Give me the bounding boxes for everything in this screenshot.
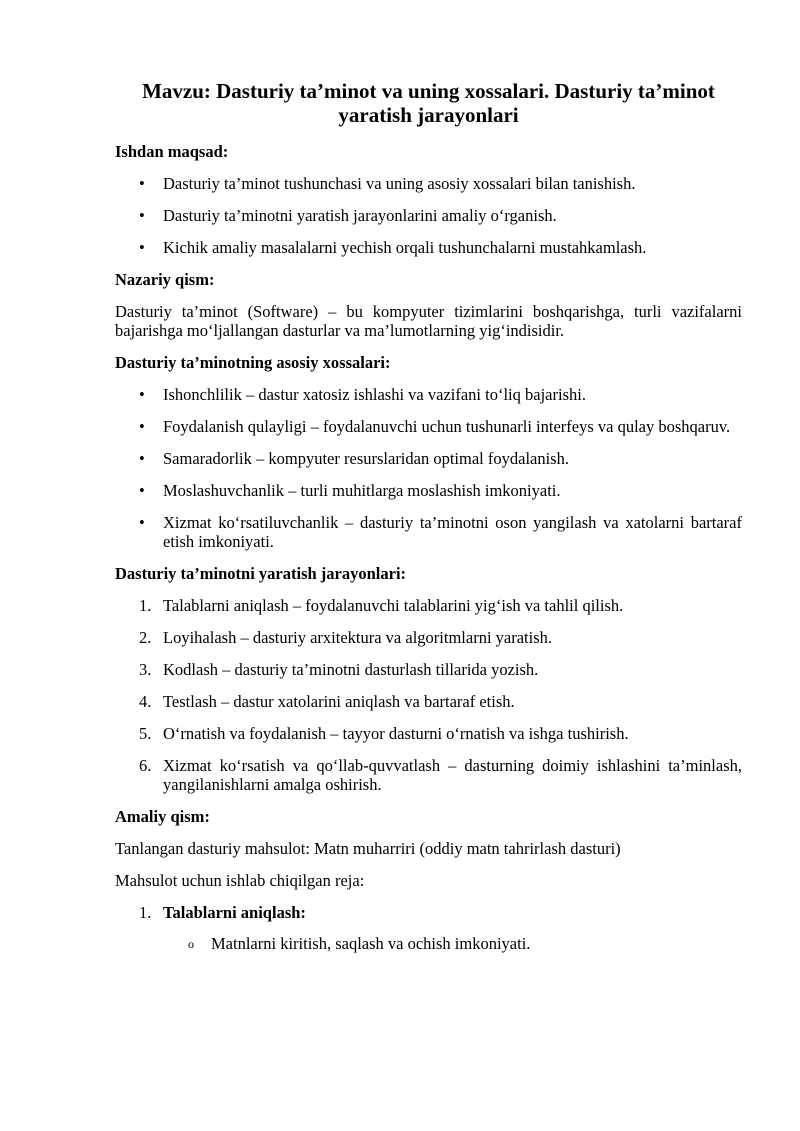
page-title: Mavzu: Dasturiy ta’minot va uning xossalari. Dasturiy ta’minot yaratish jarayonlari — [142, 79, 715, 127]
theory-heading: Nazariy qism: — [115, 270, 215, 289]
properties-heading: Dasturiy ta’minotning asosiy xossalari: — [115, 353, 391, 372]
product-line: Tanlangan dasturiy mahsulot: Matn muharriri (oddiy matn tahrirlash dasturi) — [115, 839, 621, 858]
processes-heading: Dasturiy ta’minotni yaratish jarayonlari: — [115, 564, 407, 583]
list-item: • Kichik amaliy masalalarni yechish orqali tushunchalarni mustahkamlash. — [115, 238, 742, 257]
list-item: Loyihalash – dasturiy arxitektura va algoritmlarni yaratish. — [163, 628, 553, 647]
goal-heading: Ishdan maqsad: — [115, 142, 229, 161]
list-item: Talablarni aniqlash – foydalanuvchi talablarini yig‘ish va tahlil qilish. — [163, 596, 624, 615]
list-item: • Foydalanish qulayligi – foydalanuvchi uchun tushunarli interfeys va qulay boshqaruv. — [115, 417, 742, 436]
list-item: • Moslashuvchanlik – turli muhitlarga moslashish imkoniyati. — [115, 481, 742, 500]
document-content — [115, 79, 742, 966]
plan-list — [115, 903, 742, 953]
plan-item-title: Talablarni aniqlash: — [163, 903, 306, 922]
plan-item — [115, 903, 742, 953]
theory-paragraph: Dasturiy ta’minot (Software) – bu kompyuter tizimlarini boshqarishga, turli vazifalarni bajarishga mo‘ljallangan dasturlar va ma’lumotlarning yig‘indisidir. — [115, 302, 742, 340]
list-item: Xizmat ko‘rsatish va qo‘llab-quvvatlash – dasturning doimiy ishlashini ta’minlash, yangilanishlarni amalga oshirish. — [163, 756, 742, 794]
properties-list — [115, 385, 742, 551]
list-item: Testlash – dastur xatolarini aniqlash va bartaraf etish. — [163, 692, 515, 711]
list-item: O‘rnatish va foydalanish – tayyor dasturni o‘rnatish va ishga tushirish. — [163, 724, 629, 743]
list-item: • Dasturiy ta’minotni yaratish jarayonlarini amaliy o‘rganish. — [115, 206, 742, 225]
list-item: • Xizmat ko‘rsatiluvchanlik – dasturiy ta’minotni oson yangilash va xatolarni bartaraf etish imkoniyati. — [115, 513, 742, 551]
plan-sub-list — [163, 934, 742, 953]
goal-list — [115, 174, 742, 257]
sub-list-item: o Matnlarni kiritish, saqlash va ochish imkoniyati. — [163, 934, 742, 953]
list-item: • Ishonchlilik – dastur xatosiz ishlashi va vazifani to‘liq bajarishi. — [115, 385, 742, 404]
practice-heading: Amaliy qism: — [115, 807, 210, 826]
list-item: Kodlash – dasturiy ta’minotni dasturlash tillarida yozish. — [163, 660, 539, 679]
list-item: • Dasturiy ta’minot tushunchasi va uning asosiy xossalari bilan tanishish. — [115, 174, 742, 193]
processes-list — [115, 596, 742, 794]
plan-line: Mahsulot uchun ishlab chiqilgan reja: — [115, 871, 365, 890]
list-item: • Samaradorlik – kompyuter resurslaridan optimal foydalanish. — [115, 449, 742, 468]
